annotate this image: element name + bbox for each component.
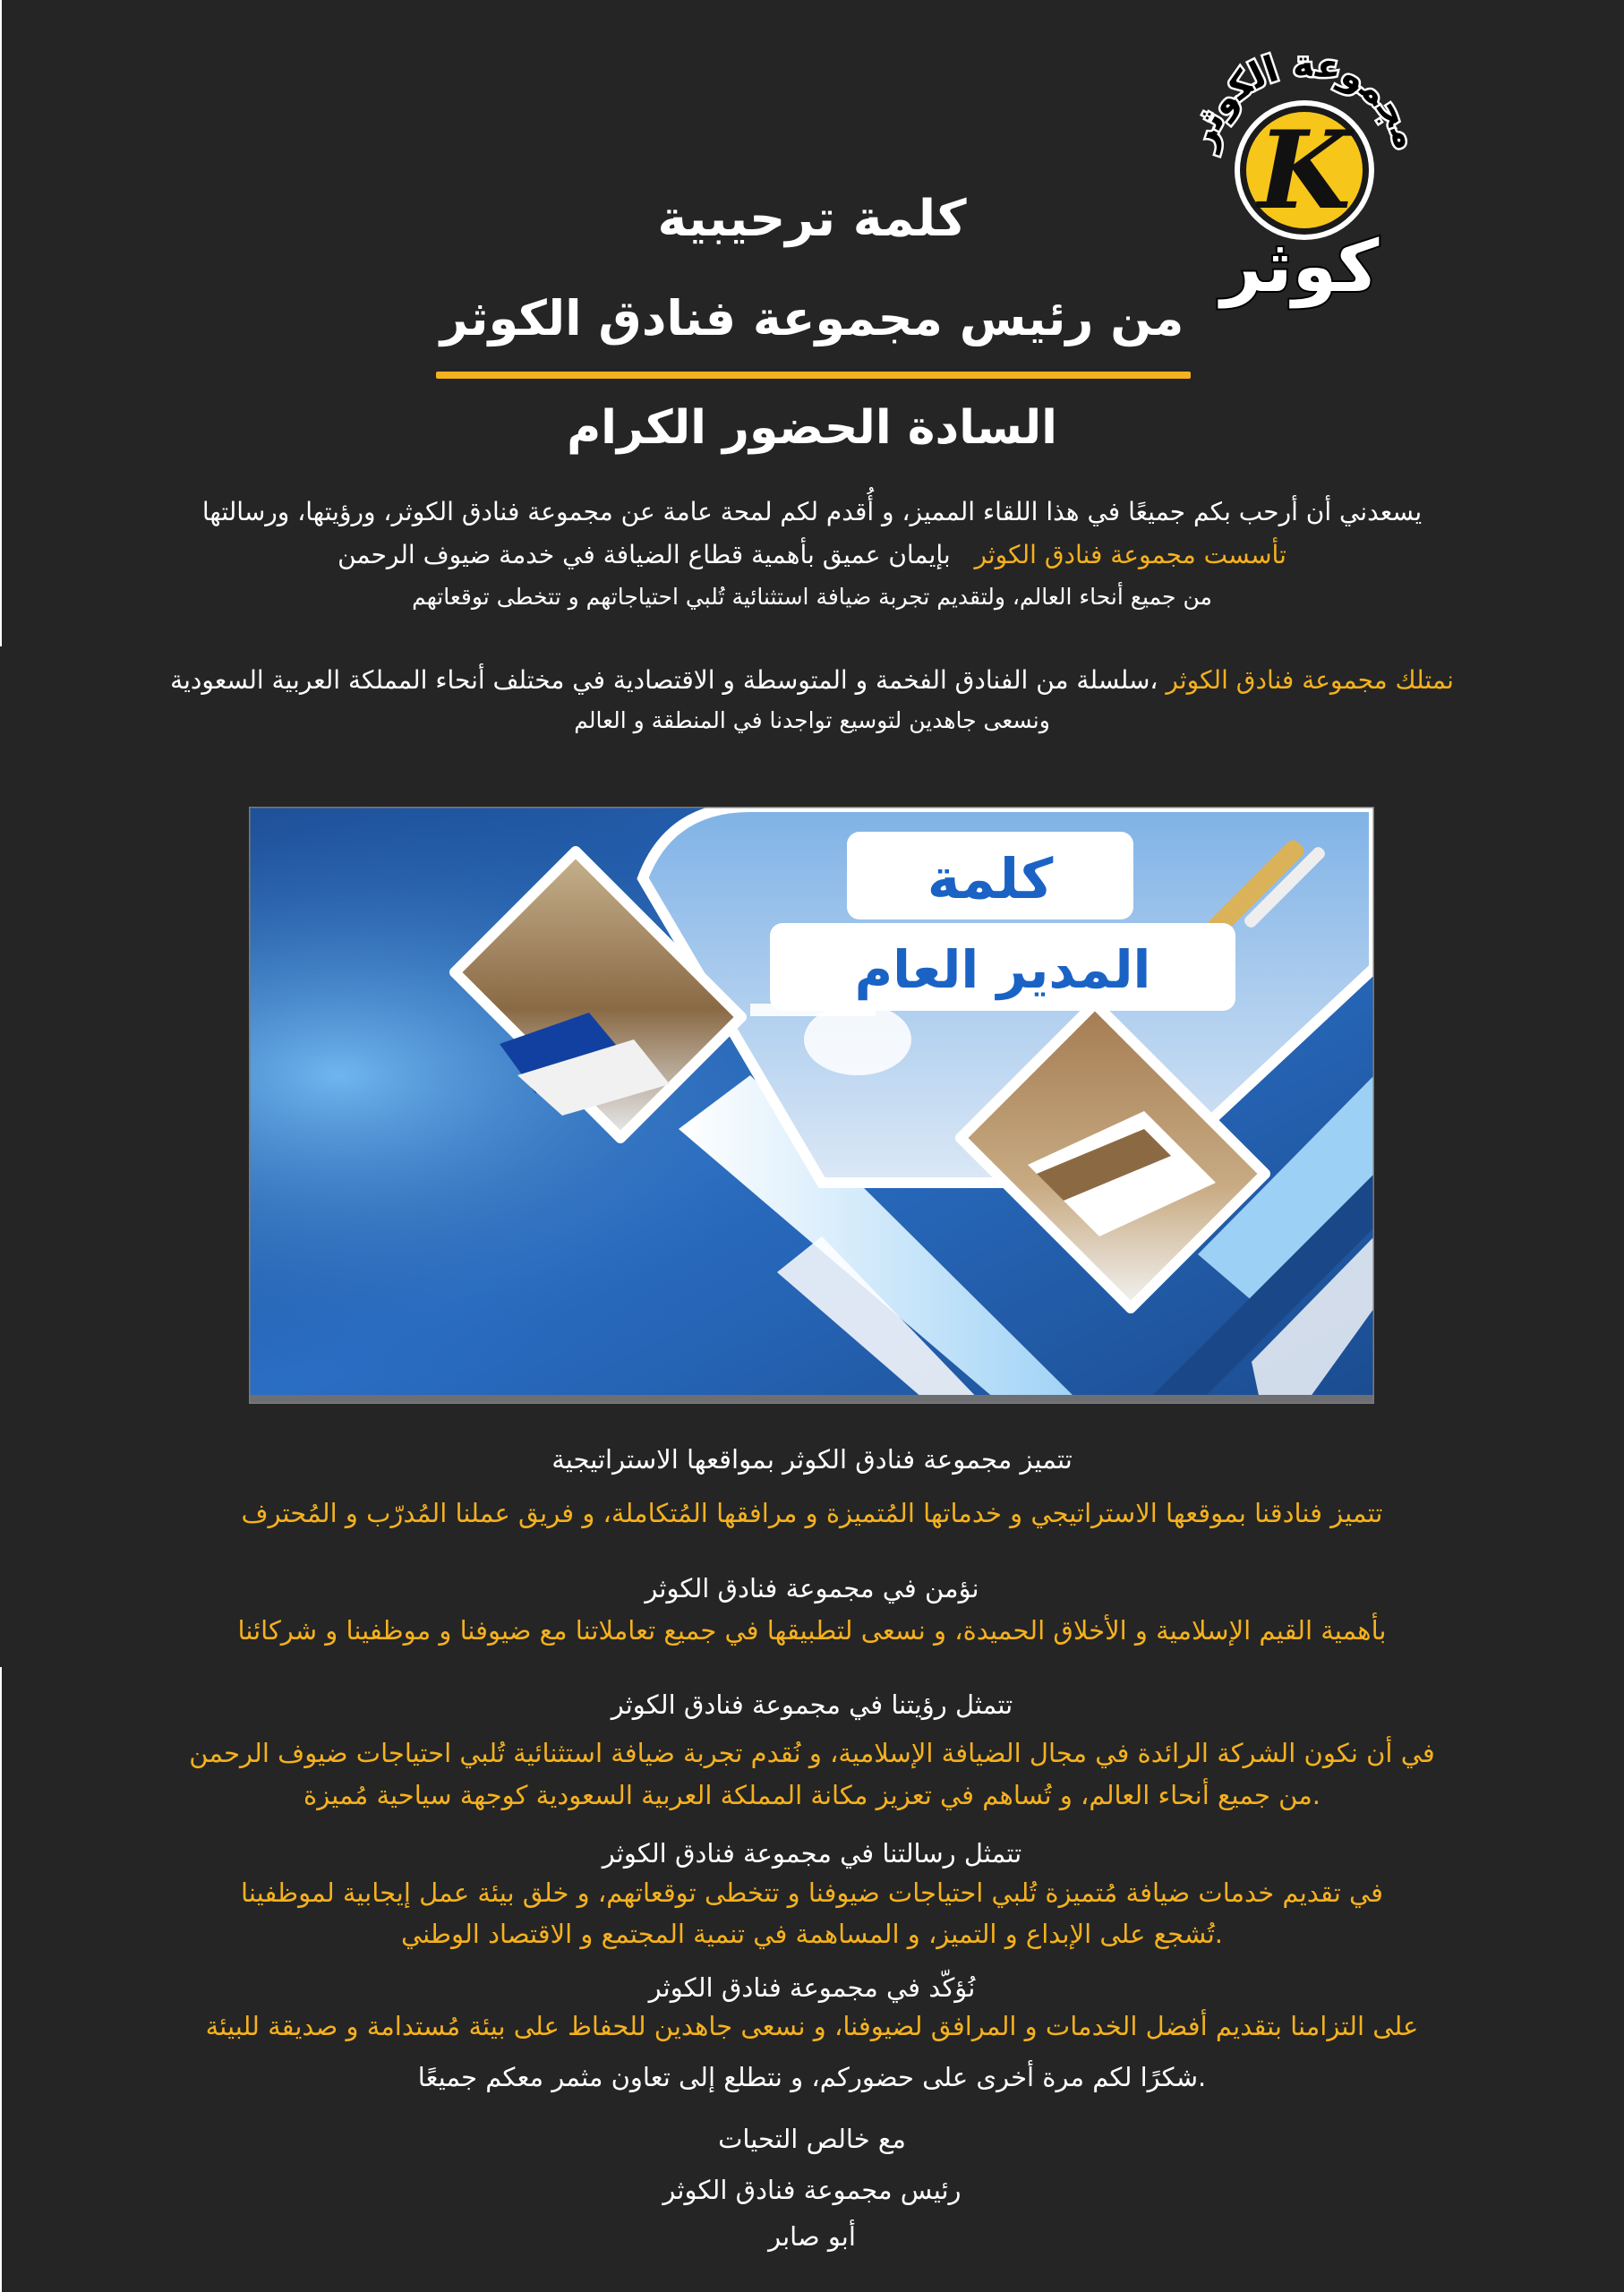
section-body: .من جميع أنحاء العالم، و تُساهم في تعزيز مكانة المملكة العربية السعودية كوجهة سياحية مُميزة: [303, 1780, 1321, 1810]
header-divider: [436, 372, 1191, 379]
section-body: تتميز فنادقنا بموقعها الاستراتيجي و خدماتها المُتميزة و مرافقها المُتكاملة، و فريق عملنا المُدرّب و المُحترف: [241, 1498, 1383, 1528]
closing-regards: مع خالص التحيات: [718, 2124, 906, 2154]
closing-position: رئيس مجموعة فنادق الكوثر: [662, 2175, 962, 2205]
intro-line-1: يسعدني أن أرحب بكم جميعًا في هذا اللقاء المميز، و أُقدم لكم لمحة عامة عن مجموعة فنادق الكوثر، ورؤيتها، ورسالتها: [201, 497, 1423, 526]
banner-word-1: كلمة: [927, 846, 1054, 911]
intro-line-3: من جميع أنحاء العالم، ولتقديم تجربة ضيافة استثنائية تُلبي احتياجاتهم و تتخطى توقعاتهم: [412, 584, 1212, 610]
ownership-line-2: ونسعى جاهدين لتوسيع تواجدنا في المنطقة و العالم: [574, 707, 1050, 733]
logo-brand-text: كوثر: [1220, 225, 1380, 308]
logo-ring-text: مجموعة الكوثر: [1181, 43, 1425, 155]
section-body: في تقديم خدمات ضيافة مُتميزة تُلبي احتياجات ضيوفنا و تتخطى توقعاتهم، و خلق بيئة عمل إيجابية لموظفينا: [240, 1877, 1384, 1908]
page-subtitle: من رئيس مجموعة فنادق الكوثر: [440, 290, 1184, 346]
logo-letter: K: [1257, 107, 1352, 234]
section-heading: نؤمن في مجموعة فنادق الكوثر: [645, 1573, 979, 1604]
greeting-heading: السادة الحضور الكرام: [567, 401, 1057, 455]
ownership-line-1: [0, 665, 1624, 695]
section-body: على التزامنا بتقديم أفضل الخدمات و المرافق لضيوفنا، و نسعى جاهدين للحفاظ على بيئة مُستدامة و صديقة للبيئة: [205, 2011, 1419, 2041]
section-body: .تُشجع على الإبداع و التميز، و المساهمة في تنمية المجتمع و الاقتصاد الوطني: [400, 1919, 1223, 1949]
gm-speech-banner: [249, 807, 1374, 1404]
section-body: في أن نكون الشركة الرائدة في مجال الضيافة الإسلامية، و نُقدم تجربة ضيافة استثنائية تُلبي احتياجات ضيوف الرحمن: [189, 1738, 1435, 1768]
section-heading: نُؤكّد في مجموعة فنادق الكوثر: [648, 1972, 976, 2003]
section-heading: تتمثل رؤيتنا في مجموعة فنادق الكوثر: [611, 1689, 1013, 1720]
closing-thanks: .شكرًا لكم مرة أخرى على حضوركم، و نتطلع إلى تعاون مثمر معكم جميعًا: [417, 2062, 1207, 2092]
banner-word-2: المدير العام: [854, 939, 1151, 1000]
section-heading: تتميز مجموعة فنادق الكوثر بمواقعها الاستراتيجية: [551, 1444, 1073, 1475]
section-heading: تتمثل رسالتنا في مجموعة فنادق الكوثر: [602, 1838, 1022, 1869]
intro-line-2-highlight: تأسست مجموعة فنادق الكوثر: [974, 540, 1286, 569]
company-logo: [1175, 36, 1425, 313]
ownership-text: ،سلسلة من الفنادق الفخمة و المتوسطة و الاقتصادية في مختلف أنحاء المملكة العربية السعودية: [170, 665, 1158, 695]
closing-signature-name: أبو صابر: [768, 2221, 856, 2252]
page-title: كلمة ترحيبية: [657, 190, 967, 248]
intro-line-2: [0, 540, 1624, 569]
section-body: بأهمية القيم الإسلامية و الأخلاق الحميدة، و نسعى لتطبيقها في جميع تعاملاتنا مع ضيوفنا و موظفينا و شركائنا: [237, 1615, 1387, 1646]
intro-line-2-text: بإيمان عميق بأهمية قطاع الضيافة في خدمة ضيوف الرحمن: [338, 540, 951, 569]
ownership-highlight: نمتلك مجموعة فنادق الكوثر: [1166, 665, 1454, 695]
